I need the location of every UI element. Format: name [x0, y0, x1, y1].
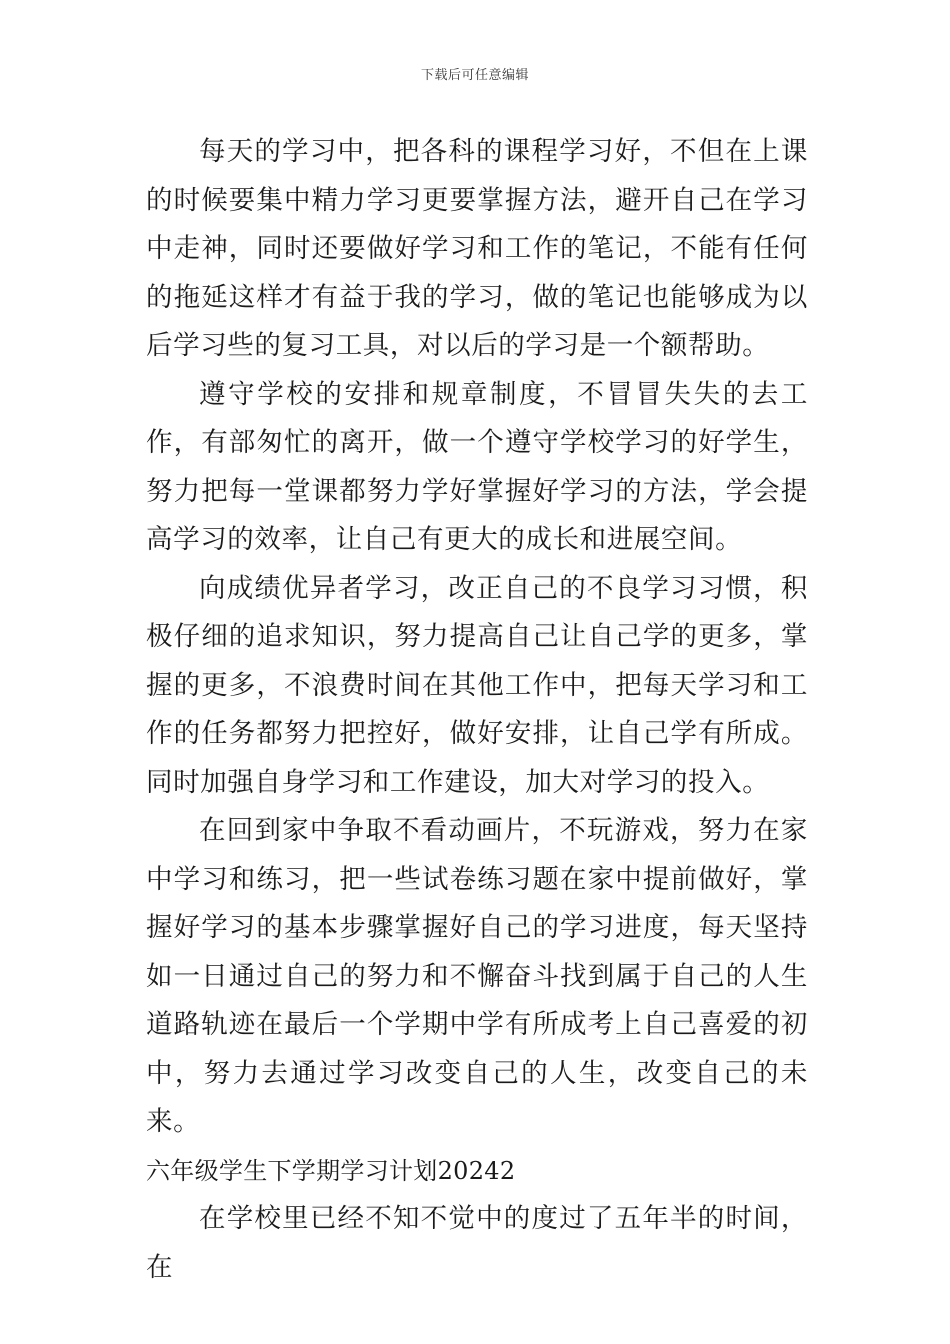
document-body	[146, 128, 808, 1292]
page-header: 下载后可任意编辑	[420, 68, 529, 83]
paragraph-4: 在回到家中争取不看动画片，不玩游戏，努力在家中学习和练习，把一些试卷练习题在家中提前做好，掌握好学习的基本步骤掌握好自己的学习进度，每天坚持如一日通过自己的努力和不懈奋斗找到属于自己的人生道路轨迹在最后一个学期中学有所成考上自己喜爱的初中，努力去通过学习改变自己的人生，改变自己的未来。	[146, 815, 808, 1137]
paragraph-2: 遵守学校的安排和规章制度，不冒冒失失的去工作，有部匆忙的离开，做一个遵守学校学习的好学生，努力把每一堂课都努力学好掌握好学习的方法，学会提高学习的效率，让自己有更大的成长和进展空间。	[146, 378, 808, 555]
section-title: 六年级学生下学期学习计划20242	[146, 1156, 516, 1185]
paragraph-1: 每天的学习中，把各科的课程学习好，不但在上课的时候要集中精力学习更要掌握方法，避开自己在学习中走神，同时还要做好学习和工作的笔记，不能有任何的拖延这样才有益于我的学习，做的笔记也能够成为以后学习些的复习工具，对以后的学习是一个额帮助。	[146, 136, 808, 361]
paragraph-3: 向成绩优异者学习，改正自己的不良学习习惯，积极仔细的追求知识，努力提高自己让自己学的更多，掌握的更多，不浪费时间在其他工作中，把每天学习和工作的任务都努力把控好，做好安排，让自己学有所成。同时加强自身学习和工作建设，加大对学习的投入。	[146, 572, 808, 798]
paragraph-5: 在学校里已经不知不觉中的度过了五年半的时间，在	[146, 1203, 808, 1283]
